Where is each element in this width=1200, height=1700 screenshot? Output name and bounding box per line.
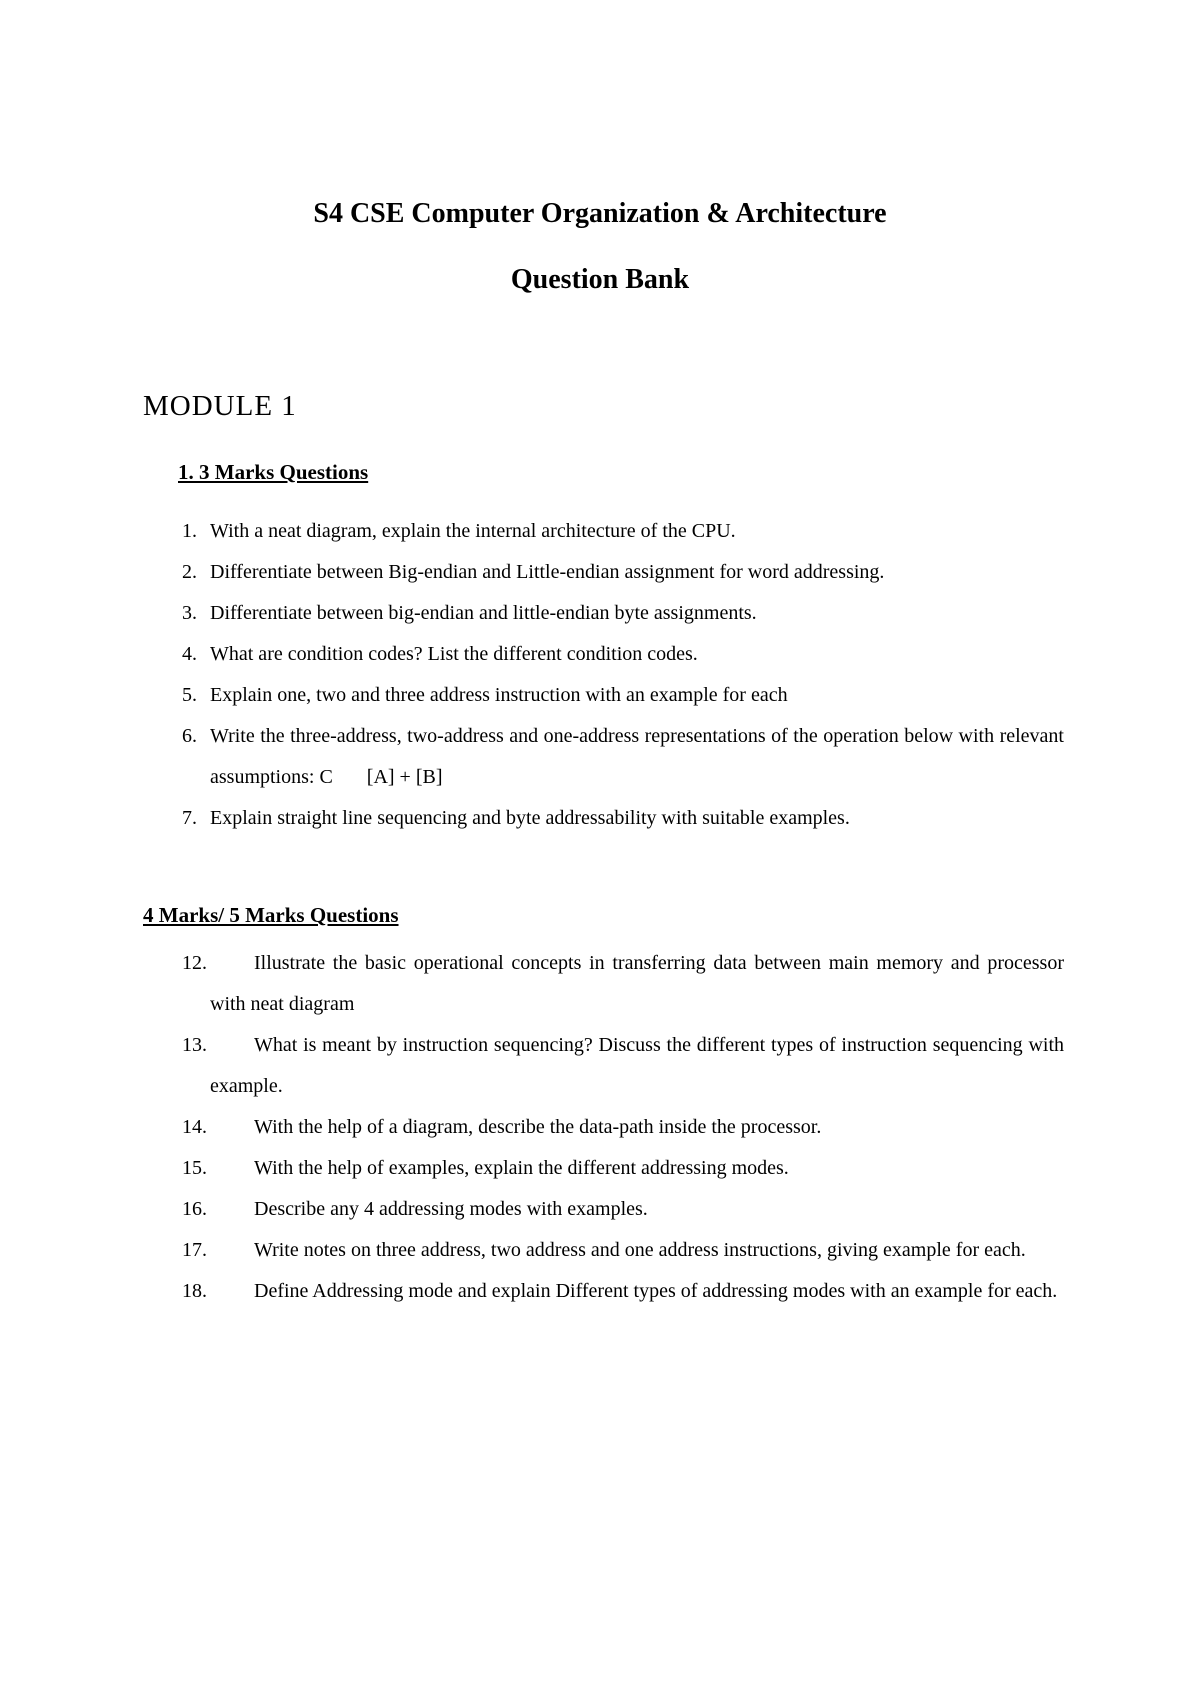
question-number: 1. xyxy=(182,520,197,542)
question-item xyxy=(182,1271,1064,1312)
question-item xyxy=(182,943,1064,1025)
question-number: 18. xyxy=(182,1280,207,1302)
question-number: 14. xyxy=(182,1116,207,1138)
document-subtitle: Question Bank xyxy=(510,264,690,295)
question-text: What is meant by instruction sequencing? Discuss the different types of instruction sequencing with example. xyxy=(210,1034,1064,1097)
question-item xyxy=(182,1107,1064,1148)
document-title: S4 CSE Computer Organization & Architecture xyxy=(313,198,887,229)
question-number: 7. xyxy=(182,807,197,829)
question-text-tail: [A] + [B] xyxy=(366,766,443,788)
question-item xyxy=(182,675,1064,716)
question-list-3-marks xyxy=(182,511,1064,839)
question-item xyxy=(182,511,1064,552)
question-number: 13. xyxy=(182,1034,207,1056)
question-text: Define Addressing mode and explain Different types of addressing modes with an example for each. xyxy=(254,1280,1058,1302)
question-number: 15. xyxy=(182,1157,207,1179)
section-heading-3-marks: 1. 3 Marks Questions xyxy=(178,460,369,484)
question-item xyxy=(182,798,1064,839)
question-item xyxy=(182,716,1064,798)
question-number: 4. xyxy=(182,643,197,665)
question-number: 3. xyxy=(182,602,197,624)
question-number: 16. xyxy=(182,1198,207,1220)
question-text: Explain straight line sequencing and byte addressability with suitable examples. xyxy=(210,807,850,829)
question-item xyxy=(182,634,1064,675)
question-text: What are condition codes? List the different condition codes. xyxy=(210,643,698,665)
question-item xyxy=(182,1025,1064,1107)
question-text: Differentiate between Big-endian and Little-endian assignment for word addressing. xyxy=(210,561,885,583)
module-heading: MODULE 1 xyxy=(143,390,297,422)
question-item xyxy=(182,1189,1064,1230)
question-item xyxy=(182,1148,1064,1189)
question-text: With a neat diagram, explain the internal architecture of the CPU. xyxy=(210,520,736,542)
question-text: With the help of examples, explain the different addressing modes. xyxy=(254,1157,789,1179)
question-text: Explain one, two and three address instruction with an example for each xyxy=(210,684,788,706)
question-item xyxy=(182,593,1064,634)
question-number: 6. xyxy=(182,725,197,747)
question-number: 17. xyxy=(182,1239,207,1261)
question-text: Differentiate between big-endian and little-endian byte assignments. xyxy=(210,602,757,624)
question-text: Illustrate the basic operational concepts in transferring data between main memory and processor with neat diagram xyxy=(210,952,1064,1015)
question-number: 12. xyxy=(182,952,207,974)
question-number: 2. xyxy=(182,561,197,583)
section-heading-4-5-marks: 4 Marks/ 5 Marks Questions xyxy=(143,903,399,927)
question-list-4-5-marks xyxy=(182,943,1064,1312)
question-text: Write notes on three address, two address and one address instructions, giving example for each. xyxy=(254,1239,1026,1261)
question-item xyxy=(182,1230,1064,1271)
question-text: Write the three-address, two-address and one-address representations of the operation below with relevant assumptions: C xyxy=(210,725,1064,788)
question-number: 5. xyxy=(182,684,197,706)
question-text: With the help of a diagram, describe the data-path inside the processor. xyxy=(254,1116,822,1138)
question-text: Describe any 4 addressing modes with examples. xyxy=(254,1198,648,1220)
question-item xyxy=(182,552,1064,593)
